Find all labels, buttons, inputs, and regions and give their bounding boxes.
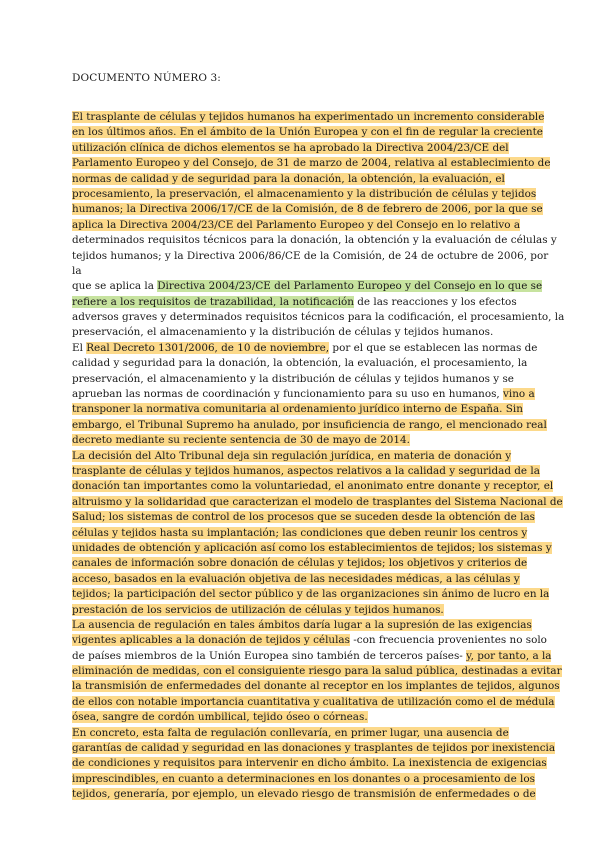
highlight-yellow: Parlamento Europeo y del Consejo, de 31 de marzo de 2004, relativa al establecimiento de — [72, 157, 551, 170]
highlight-green: Directiva 2004/23/CE del Parlamento Europeo y del Consejo en lo que se — [157, 280, 543, 293]
text-line — [72, 495, 563, 510]
highlight-yellow: decreto mediante su reciente sentencia de 30 de mayo de 2014. — [72, 434, 410, 447]
text-line — [72, 526, 528, 541]
highlight-yellow: ósea, sangre de cordón umbilical, tejido óseo o córneas. — [72, 711, 368, 724]
text-line — [72, 756, 547, 771]
text-segment: -con frecuencia provenientes no solo — [349, 634, 547, 647]
document-title: DOCUMENTO NÚMERO 3: — [72, 72, 221, 84]
text-line — [72, 772, 535, 787]
text-line — [72, 433, 524, 448]
text-line — [72, 649, 552, 664]
highlight-yellow: de ellos con notable importancia cuantitativa y cualitativa de utilización como el de médula — [72, 695, 555, 708]
highlight-yellow: normas de calidad y de seguridad para la donación, la obtención, la evaluación, el — [72, 172, 505, 185]
text-line — [72, 710, 524, 725]
text-line — [72, 341, 538, 356]
text-line — [72, 218, 524, 233]
highlight-green: refiere a los requisitos de trazabilidad, la notificación — [72, 295, 354, 308]
text-line — [72, 556, 528, 571]
highlight-yellow: de condiciones y requisitos para intervenir en dicho ámbito. La inexistencia de exigencias — [72, 757, 547, 770]
text-segment: adversos graves y determinados requisitos técnicos para la codificación, el procesamiento, la — [72, 311, 565, 324]
highlight-yellow: En concreto, esta falta de regulación conllevaría, en primer lugar, una ausencia de — [72, 726, 509, 739]
text-line — [72, 510, 535, 525]
text-segment: por el que se establecen las normas de — [329, 341, 538, 354]
highlight-yellow: procesamiento, la preservación, el almacenamiento y la distribución de células y tejidos — [72, 187, 537, 200]
text-line — [72, 156, 551, 171]
text-line — [72, 141, 524, 156]
highlight-yellow: unidades de obtención y aplicación así como los establecimientos de tejidos; los sistemas y — [72, 541, 552, 554]
text-line — [72, 110, 545, 125]
highlight-yellow: embargo, el Tribunal Supremo ha anulado, por insuficiencia de rango, el mencionado real — [72, 418, 547, 431]
highlight-yellow: La decisión del Alto Tribunal deja sin regulación jurídica, en materia de donación y — [72, 449, 512, 462]
text-line — [72, 741, 556, 756]
text-segment: de países miembros de la Unión Europea sino también de terceros países- — [72, 649, 467, 662]
highlight-yellow: transponer la normativa comunitaria al ordenamiento jurídico interno de España. Sin — [72, 403, 523, 416]
text-line — [72, 202, 543, 217]
text-segment: preservación, el almacenamiento y la distribución de células y tejidos humanos. — [72, 326, 494, 339]
highlight-yellow: la transmisión de enfermedades del donante al receptor en los implantes de tejidos, algunos — [72, 680, 560, 693]
highlight-yellow: El trasplante de células y tejidos humanos ha experimentado un incremento considerable — [72, 111, 545, 123]
text-segment: El — [72, 341, 87, 354]
text-line — [72, 664, 562, 679]
highlight-yellow: prestación de los servicios de utilización de células y tejidos humanos. — [72, 603, 444, 616]
text-line — [72, 387, 535, 402]
text-line — [72, 541, 552, 556]
text-line — [72, 618, 532, 633]
text-line — [72, 603, 524, 618]
text-segment: calidad y seguridad para la donación, la obtención, la evaluación, el procesamiento, la — [72, 357, 528, 370]
text-segment: tejidos humanos; y la Directiva 2006/86/CE de la Comisión, de 24 de octubre de 2006, por — [72, 249, 549, 262]
highlight-yellow: Real Decreto 1301/2006, de 10 de noviembre, — [86, 341, 330, 354]
highlight-yellow: utilización clínica de dichos elementos se ha aprobado la Directiva 2004/23/CE del — [72, 141, 509, 154]
text-line — [72, 172, 524, 187]
text-line — [72, 479, 554, 494]
highlight-yellow: tejidos; la participación del sector público y de las organizaciones sin ánimo de lucro en la — [72, 588, 550, 601]
highlight-yellow: vino a — [503, 388, 535, 401]
highlight-yellow: donación tan importantes como la voluntariedad, el anonimato entre donante y receptor, el — [72, 480, 554, 493]
text-line — [72, 679, 560, 694]
text-line — [72, 356, 528, 371]
highlight-yellow: canales de información sobre donación de células y tejidos; los objetivos y criterios de — [72, 557, 528, 570]
text-line — [72, 310, 565, 325]
highlight-yellow: garantías de calidad y seguridad en las donaciones y trasplantes de tejidos por inexistencia — [72, 742, 556, 755]
highlight-yellow: tejidos, generaría, por ejemplo, un elevado riesgo de transmisión de enfermedades o de — [72, 788, 536, 801]
text-line — [72, 295, 524, 310]
document-body — [72, 110, 565, 803]
highlight-yellow: imprescindibles, en cuanto a determinaciones en los donantes o a procesamiento de los — [72, 772, 535, 785]
text-segment: la — [72, 264, 82, 277]
text-segment: preservación, el almacenamiento y la distribución de células y tejidos humanos y se — [72, 372, 514, 385]
text-line — [72, 187, 537, 202]
highlight-yellow: y, por tanto, a la — [466, 649, 552, 662]
highlight-yellow: Salud; los sistemas de control de los procesos que se suceden desde la obtención de las — [72, 511, 535, 524]
text-line — [72, 587, 550, 602]
text-line — [72, 249, 549, 264]
text-line — [72, 233, 557, 248]
highlight-yellow: La ausencia de regulación en tales ámbitos daría lugar a la supresión de las exigencias — [72, 618, 532, 631]
highlight-yellow: células y tejidos hasta su implantación; las condiciones que deben reunir los centros y — [72, 526, 528, 539]
text-line — [72, 325, 524, 340]
text-segment: aprueban las normas de coordinación y funcionamiento para su uso en humanos, — [72, 388, 504, 401]
text-line — [72, 787, 536, 802]
highlight-yellow: vigentes aplicables a la donación de tejidos y células — [72, 634, 350, 647]
text-line — [72, 726, 524, 741]
highlight-yellow: acceso, basados en la evaluación objetiva de las necesidades médicas, a las células y — [72, 572, 520, 585]
text-line — [72, 279, 543, 294]
highlight-yellow: humanos; la Directiva 2006/17/CE de la Comisión, de 8 de febrero de 2006, por la que se — [72, 203, 543, 216]
highlight-yellow: aplica la Directiva 2004/23/CE del Parlamento Europeo y del Consejo en lo relativo a — [72, 218, 521, 231]
text-line — [72, 418, 547, 433]
text-line — [72, 264, 524, 279]
text-segment: determinados requisitos técnicos para la donación, la obtención y la evaluación de células y — [72, 234, 557, 247]
text-line — [72, 695, 555, 710]
highlight-yellow: altruismo y la solidaridad que caracterizan el modelo de trasplantes del Sistema Nacional de — [72, 495, 563, 508]
highlight-yellow: en los últimos años. En el ámbito de la Unión Europea y con el fin de regular la creciente — [72, 126, 543, 139]
text-line — [72, 402, 524, 417]
text-line — [72, 572, 524, 587]
highlight-yellow: trasplante de células y tejidos humanos, aspectos relativos a la calidad y seguridad de la — [72, 464, 540, 477]
text-line — [72, 125, 543, 140]
text-line — [72, 372, 524, 387]
text-line — [72, 464, 540, 479]
text-line — [72, 633, 547, 648]
text-segment: de las reacciones y los efectos — [353, 295, 517, 308]
highlight-yellow: eliminación de medidas, con el consiguiente riesgo para la salud pública, destinadas a evitar — [72, 665, 562, 678]
text-segment: que se aplica la — [72, 280, 158, 293]
text-line — [72, 449, 524, 464]
